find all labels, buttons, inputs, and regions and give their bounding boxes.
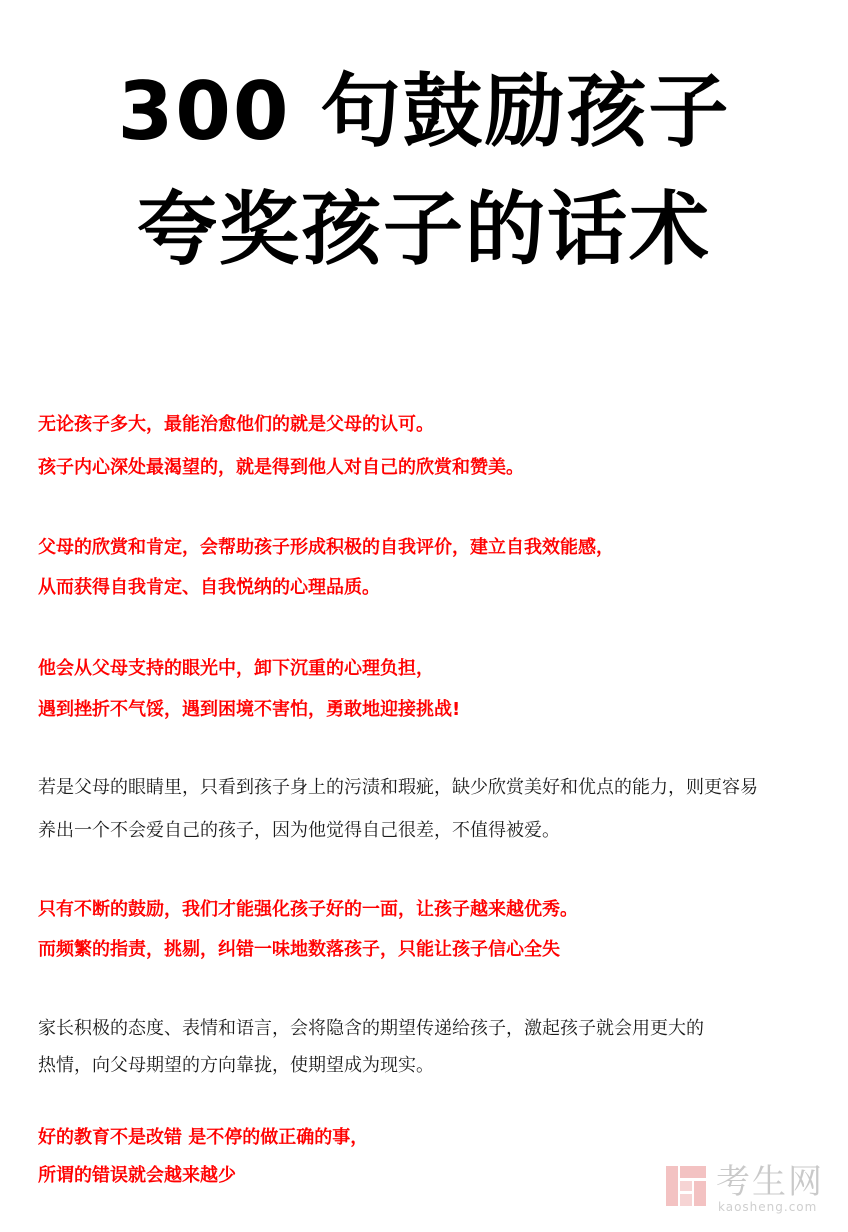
paragraph-4-line-1: 若是父母的眼睛里，只看到孩子身上的污渍和瑕疵，缺少欣赏美好和优点的能力，则更容易 — [38, 777, 758, 798]
paragraph-1-line-1: 无论孩子多大，最能治愈他们的就是父母的认可。 — [38, 414, 434, 435]
paragraph-6-line-2: 热情，向父母期望的方向靠拢，使期望成为现实。 — [38, 1055, 434, 1076]
watermark — [664, 1164, 834, 1216]
paragraph-6-line-1: 家长积极的态度、表情和语言，会将隐含的期望传递给孩子，激起孩子就会用更大的 — [38, 1018, 704, 1039]
page-title-line-2: 夸奖孩子的话术 — [137, 183, 711, 276]
paragraph-7-line-1: 好的教育不是改错 是不停的做正确的事， — [38, 1127, 369, 1148]
watermark-subtext: kaosheng.com — [718, 1200, 818, 1214]
paragraph-4-line-2: 养出一个不会爱自己的孩子，因为他觉得自己很差，不值得被爱。 — [38, 820, 560, 841]
paragraph-5-line-2: 而频繁的指责，挑剔，纠错一味地数落孩子，只能让孩子信心全失 — [38, 939, 560, 960]
kaosheng-logo-icon — [664, 1164, 708, 1208]
paragraph-2-line-2: 从而获得自我肯定、自我悦纳的心理品质。 — [38, 577, 380, 598]
paragraph-5-line-1: 只有不断的鼓励，我们才能强化孩子好的一面，让孩子越来越优秀。 — [38, 899, 578, 920]
watermark-text: 考生网 — [716, 1162, 824, 1202]
paragraph-7-line-2: 所谓的错误就会越来越少 — [38, 1165, 236, 1186]
paragraph-3-line-2: 遇到挫折不气馁，遇到困境不害怕，勇敢地迎接挑战! — [38, 699, 461, 720]
paragraph-1-line-2: 孩子内心深处最渴望的，就是得到他人对自己的欣赏和赞美。 — [38, 457, 524, 478]
paragraph-2-line-1: 父母的欣赏和肯定，会帮助孩子形成积极的自我评价，建立自我效能感， — [38, 537, 614, 558]
paragraph-3-line-1: 他会从父母支持的眼光中，卸下沉重的心理负担， — [38, 658, 434, 679]
page-title-line-1: 300 句鼓励孩子 — [117, 65, 731, 158]
